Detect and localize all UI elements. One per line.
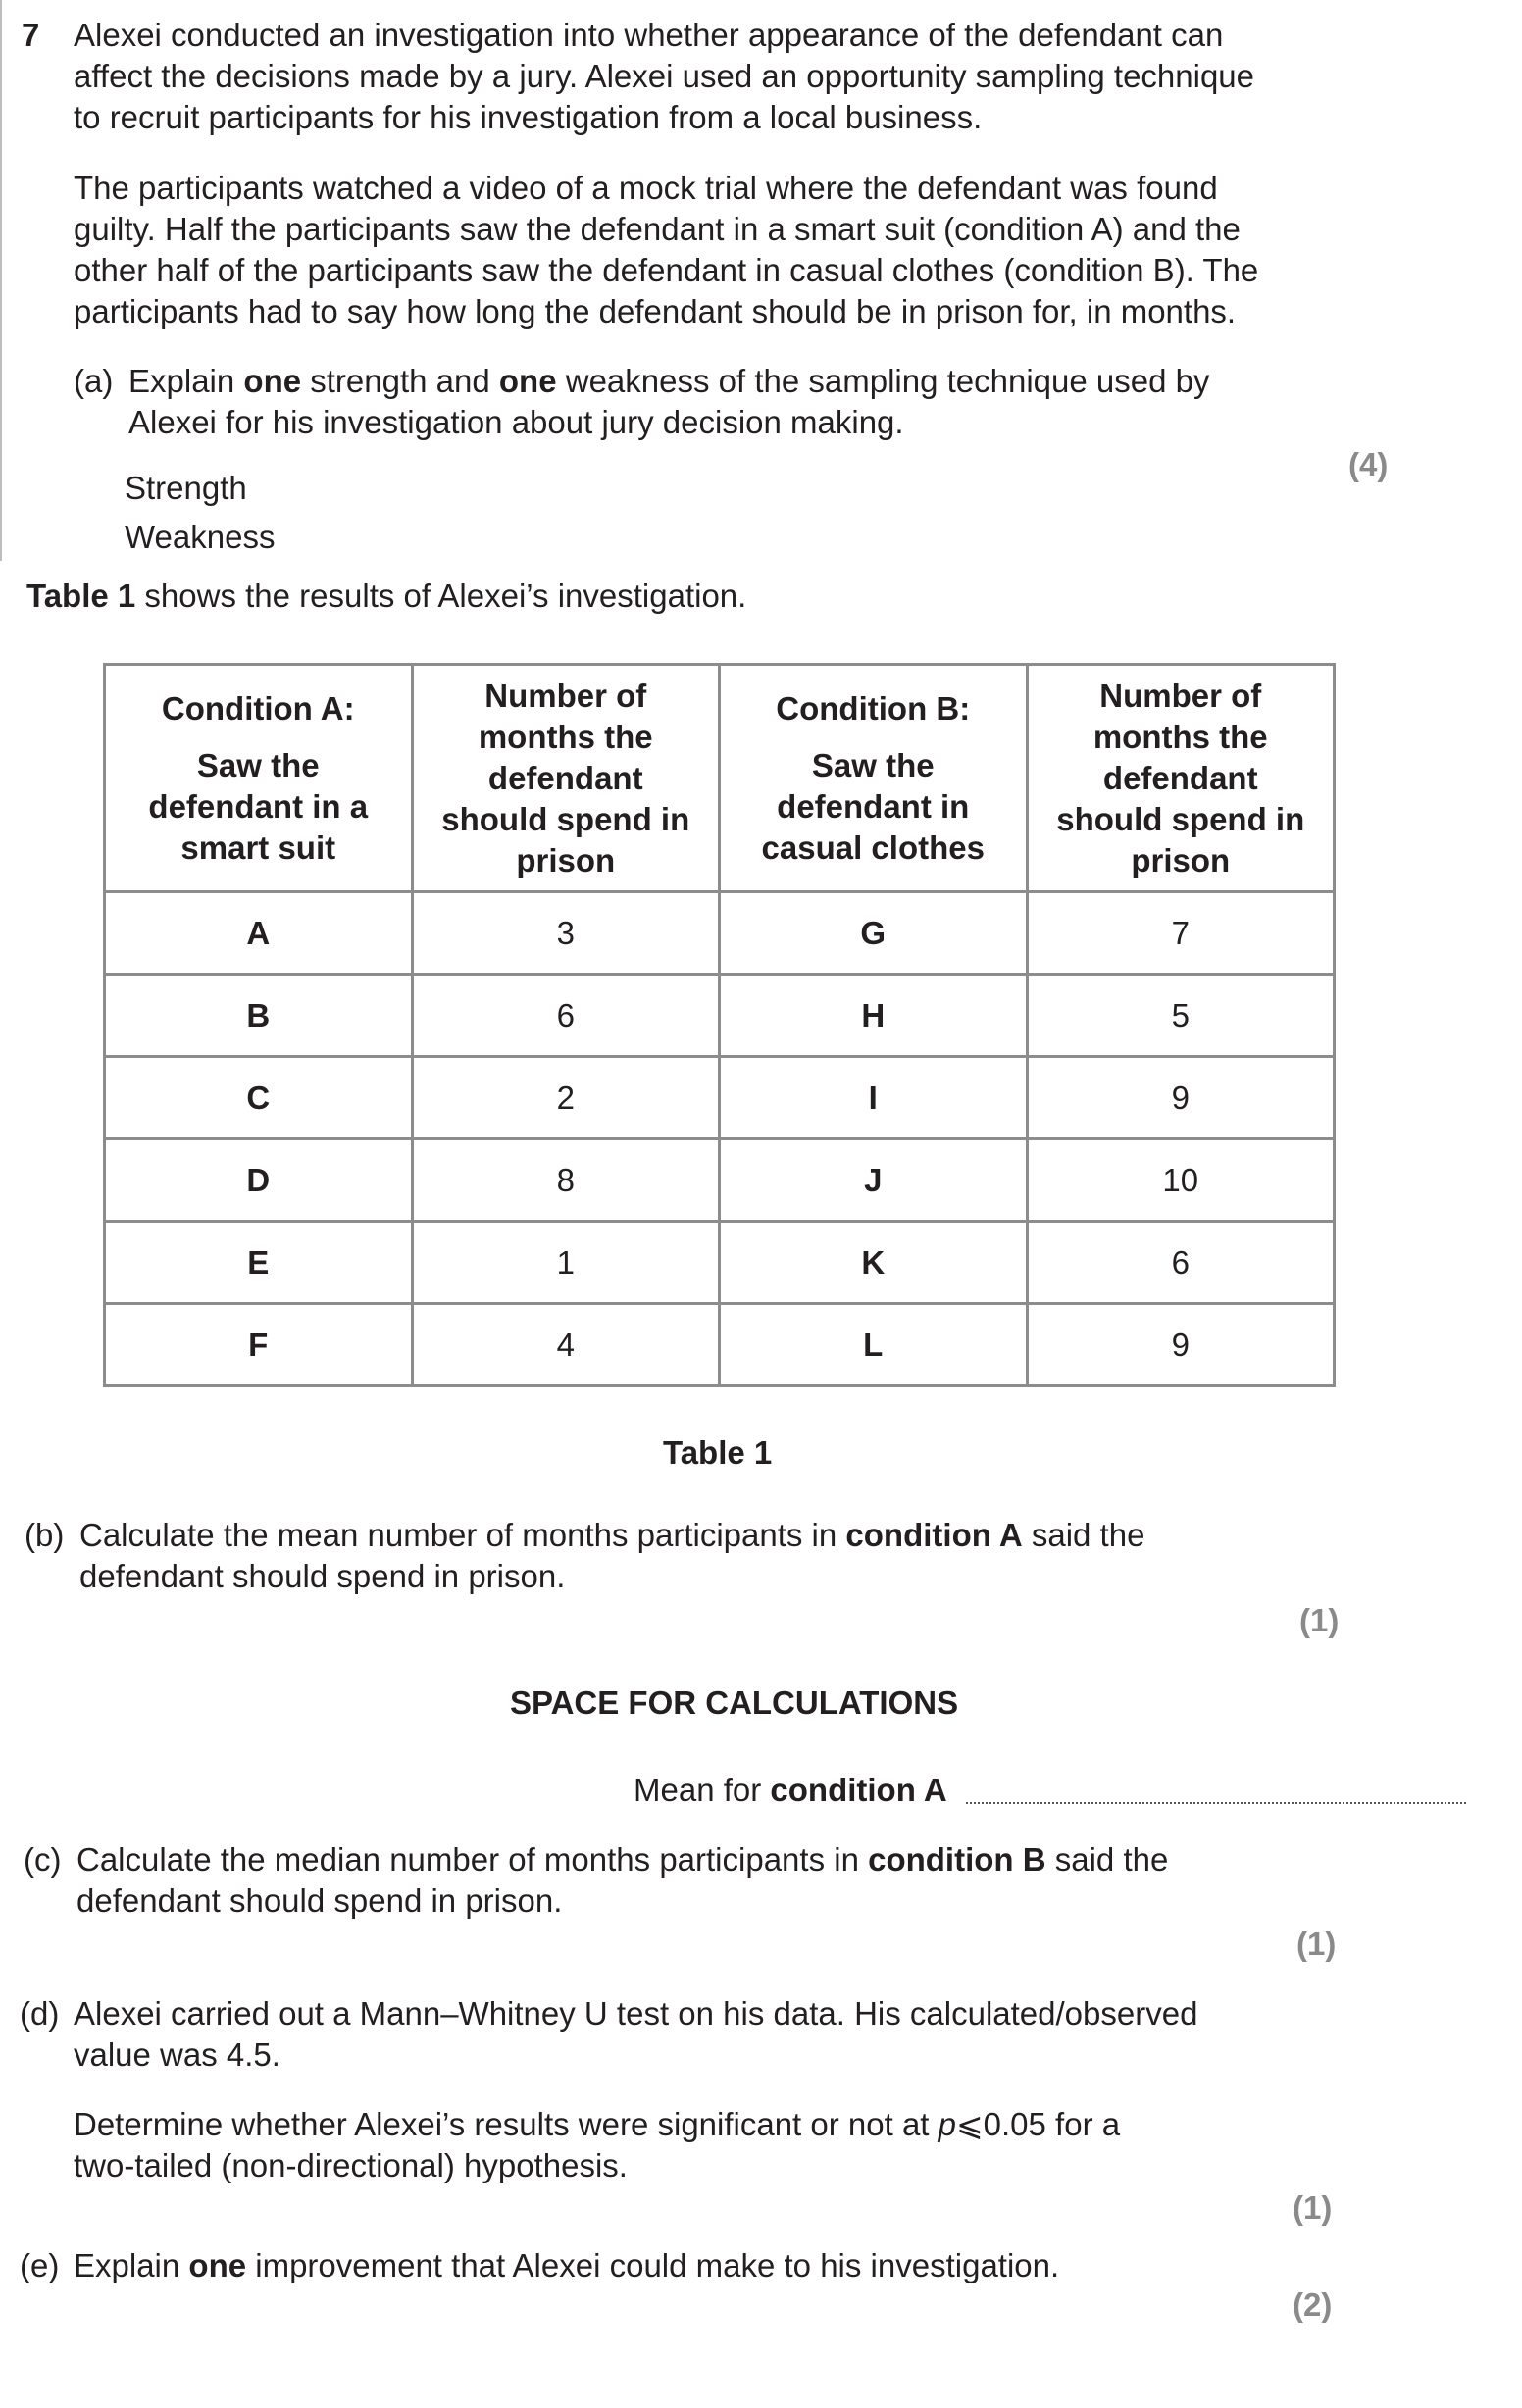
- weakness-label: Weakness: [125, 519, 276, 555]
- part-b-marks: (1): [1299, 1602, 1340, 1638]
- participant-a-cell: A: [105, 892, 413, 975]
- table-row: [105, 1139, 1335, 1222]
- margin-line: [0, 0, 2, 561]
- participant-a-cell: B: [105, 975, 413, 1057]
- part-d-question: Alexei carried out a Mann–Whitney U test on his data. His calculated/observed value was 4.5.: [74, 1995, 1198, 2073]
- participant-b-cell: G: [720, 892, 1028, 975]
- calculation-space-heading: SPACE FOR CALCULATIONS: [510, 1684, 959, 1721]
- part-e-label: (e): [20, 2247, 60, 2283]
- months-b-cell: 5: [1027, 975, 1335, 1057]
- months-a-cell: 1: [412, 1222, 720, 1304]
- part-b-question: Calculate the mean number of months participants in condition A said the defendant should spend in prison.: [79, 1517, 1145, 1594]
- part-c-label: (c): [24, 1841, 62, 1878]
- months-a-cell: 8: [412, 1139, 720, 1222]
- part-a-marks: (4): [1348, 446, 1389, 482]
- mean-answer-line[interactable]: [966, 1802, 1466, 1804]
- months-b-cell: 7: [1027, 892, 1335, 975]
- header-condition-a: Condition A: Saw the defendant in a smart suit: [105, 665, 413, 892]
- participant-b-cell: K: [720, 1222, 1028, 1304]
- part-c-marks: (1): [1296, 1926, 1337, 1962]
- part-a-question: Explain one strength and one weakness of the sampling technique used by Alexei for his investigation about jury decision making.: [128, 363, 1210, 440]
- question-number: 7: [22, 17, 40, 53]
- participant-a-cell: C: [105, 1057, 413, 1139]
- participant-b-cell: I: [720, 1057, 1028, 1139]
- table-intro: Table 1 shows the results of Alexei’s investigation.: [26, 577, 747, 614]
- part-a-label: (a): [74, 363, 114, 399]
- months-b-cell: 9: [1027, 1304, 1335, 1386]
- strength-label: Strength: [125, 470, 247, 506]
- table-row: [105, 1304, 1335, 1386]
- table-caption: Table 1: [663, 1434, 773, 1471]
- intro-line: affect the decisions made by a jury. Alexei used an opportunity sampling technique: [74, 58, 1255, 94]
- months-a-cell: 3: [412, 892, 720, 975]
- table-header-row: [105, 665, 1335, 892]
- method-line: guilty. Half the participants saw the defendant in a smart suit (condition A) and the: [74, 211, 1241, 247]
- intro-line: to recruit participants for his investigation from a local business.: [74, 99, 983, 135]
- participant-a-cell: D: [105, 1139, 413, 1222]
- method-line: participants had to say how long the defendant should be in prison for, in months.: [74, 293, 1237, 329]
- method-line: The participants watched a video of a mock trial where the defendant was found: [74, 170, 1218, 206]
- header-condition-b: Condition B: Saw the defendant in casual clothes: [720, 665, 1028, 892]
- part-c-question: Calculate the median number of months participants in condition B said the defendant should spend in prison.: [76, 1841, 1169, 1919]
- header-months-b: Number of months the defendant should spend in prison: [1027, 665, 1335, 892]
- mean-answer-label: Mean for condition A: [634, 1772, 947, 1808]
- method-paragraph: [74, 168, 1258, 332]
- header-months-a: Number of months the defendant should spend in prison: [412, 665, 720, 892]
- months-a-cell: 6: [412, 975, 720, 1057]
- table-row: [105, 975, 1335, 1057]
- months-b-cell: 10: [1027, 1139, 1335, 1222]
- participant-a-cell: E: [105, 1222, 413, 1304]
- months-b-cell: 6: [1027, 1222, 1335, 1304]
- table-row: [105, 1057, 1335, 1139]
- participant-b-cell: J: [720, 1139, 1028, 1222]
- participant-a-cell: F: [105, 1304, 413, 1386]
- months-a-cell: 2: [412, 1057, 720, 1139]
- results-table: [103, 663, 1336, 1387]
- part-d-marks: (1): [1293, 2189, 1333, 2226]
- months-a-cell: 4: [412, 1304, 720, 1386]
- part-d-instruction: Determine whether Alexei’s results were significant or not at p⩽0.05 for a two-tailed (non-directional) hypothesis.: [74, 2106, 1121, 2183]
- intro-paragraph: [74, 15, 1254, 138]
- part-b-label: (b): [25, 1517, 65, 1553]
- table-row: [105, 892, 1335, 975]
- participant-b-cell: H: [720, 975, 1028, 1057]
- intro-line: Alexei conducted an investigation into whether appearance of the defendant can: [74, 17, 1224, 53]
- part-e-question: Explain one improvement that Alexei could make to his investigation.: [74, 2247, 1060, 2283]
- method-line: other half of the participants saw the defendant in casual clothes (condition B). The: [74, 252, 1259, 288]
- part-e-marks: (2): [1293, 2286, 1333, 2323]
- participant-b-cell: L: [720, 1304, 1028, 1386]
- part-d-label: (d): [20, 1995, 60, 2032]
- months-b-cell: 9: [1027, 1057, 1335, 1139]
- table-row: [105, 1222, 1335, 1304]
